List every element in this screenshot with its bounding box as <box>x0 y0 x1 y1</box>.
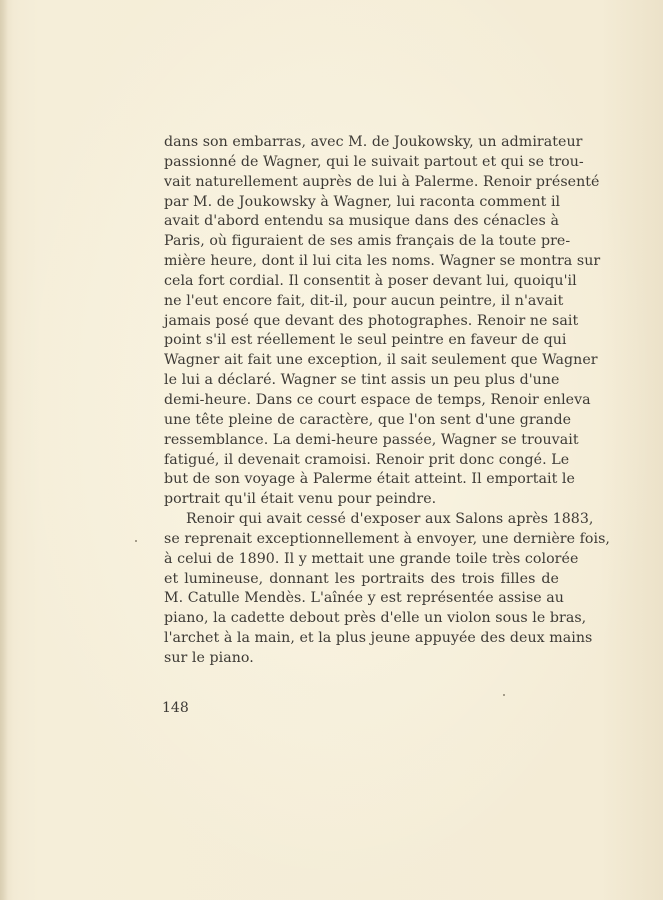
text-line: se reprenait exceptionnellement à envoyer, une dernière fois, <box>164 530 610 547</box>
text-line: le lui a déclaré. Wagner se tint assis un peu plus d'une <box>164 372 560 389</box>
page-gutter-shadow <box>0 0 8 900</box>
paper-speck <box>135 540 137 542</box>
text-line: par M. de Joukowsky à Wagner, lui raconta comment il <box>164 193 561 210</box>
text-line: Paris, où figuraient de ses amis français de la toute pre- <box>164 233 571 250</box>
text-line: ressemblance. La demi-heure passée, Wagner se trouvait <box>164 431 579 448</box>
text-line: dans son embarras, avec M. de Joukowsky, un admirateur <box>164 134 583 150</box>
text-line: demi-heure. Dans ce court espace de temps, Renoir enleva <box>164 391 591 408</box>
text-line: mière heure, dont il lui cita les noms. Wagner se montra sur <box>164 253 601 270</box>
page-number: 148 <box>162 700 189 716</box>
text-line: cela fort cordial. Il consentit à poser devant lui, quoiqu'il <box>164 272 577 289</box>
text-line: Wagner ait fait une exception, il sait seulement que Wagner <box>164 352 598 369</box>
text-line: but de son voyage à Palerme était atteint. Il emportait le <box>164 471 575 488</box>
text-line: vait naturellement auprès de lui à Palerme. Renoir présenté <box>164 173 600 190</box>
paragraph-2 <box>164 510 610 669</box>
text-line: ne l'eut encore fait, dit-il, pour aucun peintre, il n'avait <box>164 292 564 309</box>
paragraph-1 <box>164 133 601 510</box>
paper-speck <box>503 694 505 696</box>
text-line: une tête pleine de caractère, que l'on sent d'une grande <box>164 411 572 428</box>
body-text <box>164 133 610 669</box>
text-line: piano, la cadette debout près d'elle un violon sous le bras, <box>164 610 587 627</box>
text-line: avait d'abord entendu sa musique dans des cénacles à <box>164 213 559 230</box>
text-line: et lumineuse, donnant les portraits des trois filles de <box>164 570 559 587</box>
text-line: à celui de 1890. Il y mettait une grande toile très colorée <box>164 550 579 567</box>
text-line: fatigué, il devenait cramoisi. Renoir prit donc congé. Le <box>164 451 570 468</box>
text-line: M. Catulle Mendès. L'aînée y est représentée assise au <box>164 590 564 607</box>
text-line: portrait qu'il était venu pour peindre. <box>164 491 437 508</box>
text-line: l'archet à la main, et la plus jeune appuyée des deux mains <box>164 630 593 647</box>
text-line: passionné de Wagner, qui le suivait partout et qui se trou- <box>164 153 584 170</box>
text-line: sur le piano. <box>164 649 254 666</box>
text-line: jamais posé que devant des photographes. Renoir ne sait <box>164 312 579 329</box>
text-line: point s'il est réellement le seul peintre en faveur de qui <box>164 332 567 349</box>
text-line: Renoir qui avait cessé d'exposer aux Salons après 1883, <box>186 511 594 528</box>
